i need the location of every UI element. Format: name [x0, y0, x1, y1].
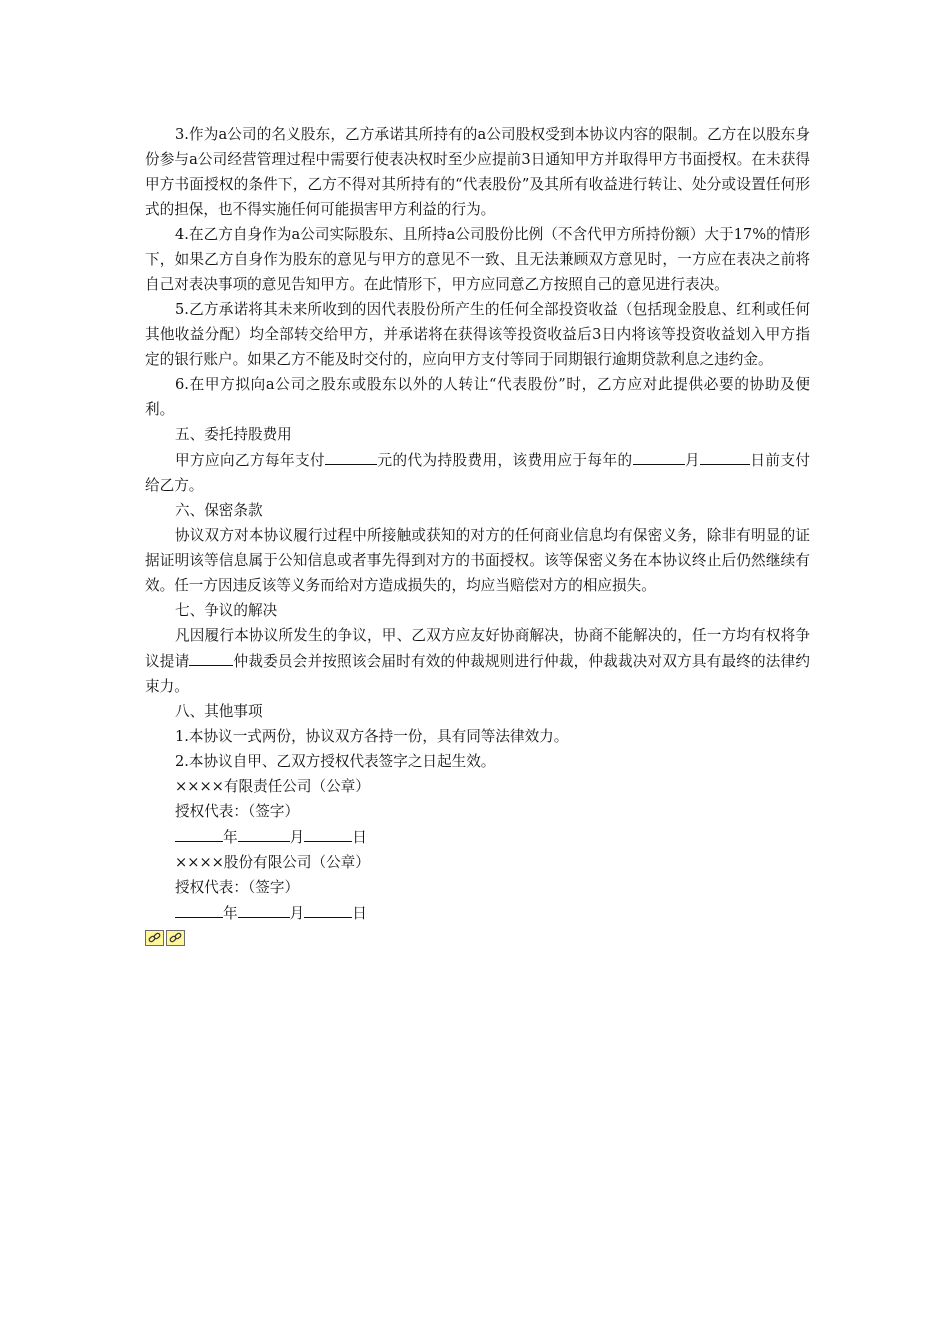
- clause-5: 5.乙方承诺将其未来所收到的因代表股份所产生的任何全部投资收益（包括现金股息、红利或任何其他收益分配）均全部转交给甲方，并承诺将在获得该等投资收益后3日内将该等投资收益划入甲方指定的银行账户。如果乙方不能及时交付的，应向甲方支付等同于同期银行逾期贷款利息之违约金。: [145, 301, 810, 368]
- payment-month-blank: [633, 447, 685, 465]
- link-icon-glyph: [148, 932, 161, 944]
- section-7-text-part1: 凡因履行本协议所发生的争议，甲、乙双方应友好协商解决，协商不能解决的，任一方均有权将争议提请: [145, 627, 810, 670]
- section-8-item-1: 1.本协议一式两份，协议双方各持一份，具有同等法律效力。: [175, 728, 569, 745]
- section-5-text: [145, 447, 810, 498]
- party-b-month-blank: [238, 900, 290, 918]
- section-8-item-2: 2.本协议自甲、乙双方授权代表签字之日起生效。: [175, 753, 496, 770]
- party-a-name: ××××有限责任公司（公章）: [175, 778, 370, 795]
- link-icon-glyph: [169, 932, 182, 944]
- section-5-text-part3: 月: [684, 452, 700, 469]
- party-b-day-blank: [304, 900, 352, 918]
- party-b-name: ××××股份有限公司（公章）: [175, 854, 370, 871]
- party-a-month-label: 月: [289, 829, 305, 846]
- link-icon[interactable]: [166, 930, 185, 946]
- annual-fee-blank: [325, 447, 377, 465]
- link-icon[interactable]: [145, 930, 164, 946]
- section-7-text-part2: 仲裁委员会并按照该会届时有效的仲裁规则进行仲裁，仲裁裁决对双方具有最终的法律约束力。: [145, 653, 810, 695]
- party-a-month-blank: [238, 824, 290, 842]
- party-a-year-label: 年: [223, 829, 238, 846]
- clause-6: 6.在甲方拟向a公司之股东或股东以外的人转让“代表股份”时，乙方应对此提供必要的协助及便利。: [145, 376, 810, 418]
- payment-day-blank: [700, 447, 750, 465]
- party-b-year-label: 年: [223, 905, 238, 922]
- section-5-text-part4: 日前支付给乙方。: [145, 452, 810, 494]
- clause-4: 4.在乙方自身作为a公司实际股东、且所持a公司股份比例（不含代甲方所持份额）大于17%的情形下，如果乙方自身作为股东的意见与甲方的意见不一致、且无法兼顾双方意见时，一方应在表决之前将自己对表决事项的意见告知甲方。在此情形下，甲方应同意乙方按照自己的意见进行表决。: [145, 226, 810, 293]
- section-7-text: [145, 623, 810, 699]
- party-b-month-label: 月: [289, 905, 305, 922]
- section-6-text: 协议双方对本协议履行过程中所接触或获知的对方的任何商业信息均有保密义务，除非有明显的证据证明该等信息属于公知信息或者事先得到对方的书面授权。该等保密义务在本协议终止后仍然继续有效。任一方因违反该等义务而给对方造成损失的，均应当赔偿对方的相应损失。: [145, 527, 810, 594]
- party-a-representative: 授权代表：（签字）: [175, 803, 300, 820]
- party-a-year-blank: [175, 824, 223, 842]
- link-icon-group: [145, 930, 810, 946]
- party-b-date: [145, 900, 810, 926]
- clause-3: 3.作为a公司的名义股东，乙方承诺其所持有的a公司股权受到本协议内容的限制。乙方在以股东身份参与a公司经营管理过程中需要行使表决权时至少应提前3日通知甲方并取得甲方书面授权。在未获得甲方书面授权的条件下，乙方不得对其所持有的“代表股份”及其所有收益进行转让、处分或设置任何形式的担保，也不得实施任何可能损害甲方利益的行为。: [145, 126, 810, 218]
- section-6-heading: 六、保密条款: [175, 502, 263, 519]
- party-b-day-label: 日: [352, 905, 367, 922]
- party-a-day-blank: [304, 824, 352, 842]
- section-5-heading: 五、委托持股费用: [175, 426, 292, 443]
- party-a-date: [145, 824, 810, 850]
- party-b-year-blank: [175, 900, 223, 918]
- party-a-day-label: 日: [352, 829, 367, 846]
- party-b-representative: 授权代表：（签字）: [175, 879, 300, 896]
- section-8-heading: 八、其他事项: [175, 703, 263, 720]
- contract-page: [145, 122, 810, 946]
- arbitration-commission-blank: [189, 648, 233, 666]
- section-5-text-part1: 甲方应向乙方每年支付: [175, 452, 326, 469]
- section-5-text-part2: 元的代为持股费用，该费用应于每年的: [377, 452, 633, 469]
- section-7-heading: 七、争议的解决: [175, 602, 278, 619]
